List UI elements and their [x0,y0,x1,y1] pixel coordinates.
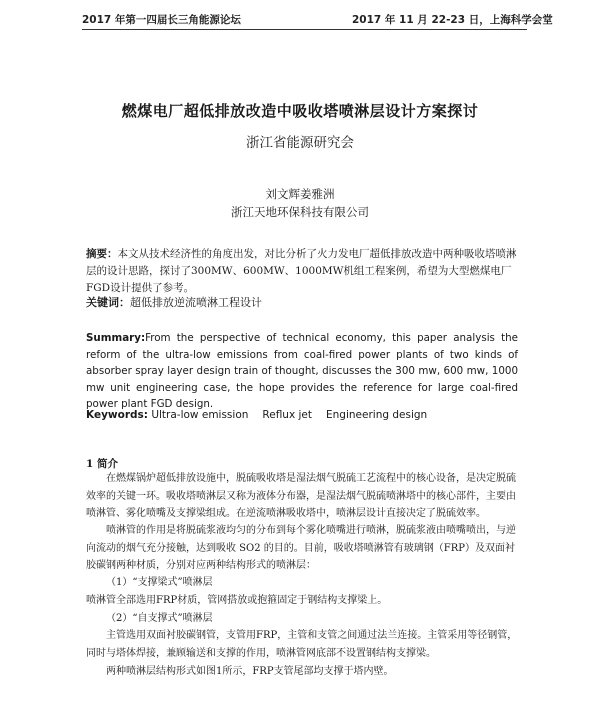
body-paragraph: 喷淋管全部选用FRP材质，管网搭放或抱箍固定于钢结构支撑梁上。 [86,595,388,606]
paragraph-1-text: 在燃煤锅炉超低排放设施中，脱硫吸收塔是湿法烟气脱硫工艺流程中的核心设备，是决定脱硫效率的关键一环。吸收塔喷淋层又称为液体分布器，是湿法烟气脱硫喷淋塔中的核心部件，主要由喷淋管、雾化喷嘴及支撑梁组成。在逆流喷淋吸收塔中，喷淋层设计直接决定了脱硫效率。 [86,473,516,519]
abstract-cn-text: 本文从技术经济性的角度出发，对比分析了火力发电厂超低排放改造中两种吸收塔喷淋层的设计思路，探讨了300MW、600MW、1000MW机组工程案例，希望为大型燃煤电厂FGD设计提供了参考。 [86,248,517,294]
body-paragraph: 主管选用双面衬胶碳钢管，支管用FRP，主管和支管之间通过法兰连接。主管采用等径钢管，同时与塔体焊接，兼顾输送和支撑的作用，喷淋管网底部不设置钢结构支撑梁。 [86,630,518,659]
keyword-en-3: Engineering design [326,409,428,421]
paper-subtitle: 浙江省能源研究会 [246,135,354,151]
list-item-support-beam: （1）“支撑梁式”喷淋层 [106,577,213,588]
abstract-cn [86,246,518,297]
keyword-en-2: Reflux jet [262,409,313,421]
summary-en-label: Summary: [86,332,146,344]
header-rule [82,29,527,30]
body-paragraph: 两种喷淋层结构形式如图1所示，FRP支管尾部均支撑于塔内壁。 [106,666,394,677]
body-paragraph: 喷淋管的作用是将脱硫浆液均匀的分布到每个雾化喷嘴进行喷淋，脱硫浆液由喷嘴喷出，与逆向流动的烟气充分接触，达到吸收 SO2 的目的。目前，吸收塔喷淋管有玻璃钢（FRP）及双面衬胶碳钢两种材质，分别对应两种结构形式的喷淋层： [86,525,516,571]
keywords-cn-label: 关键词： [86,296,130,309]
keywords-en-label: Keywords: [86,409,148,421]
running-header-right: 2017 年 11 月 22-23 日，上海科学会堂 [352,14,553,26]
keyword-en-1: Ultra-low emission [151,409,249,421]
list-item-self-support: （2）“自支撑式”喷淋层 [106,613,213,624]
author-names: 刘文辉姜雅洲 [265,187,335,201]
section-heading: 1 简介 [86,458,118,470]
keywords-cn [86,294,518,310]
body-paragraph [86,470,518,523]
keywords-en [86,409,518,421]
summary-en [86,330,518,413]
keywords-cn-text: 超低排放逆流喷淋工程设计 [130,296,262,309]
summary-en-text: From the perspective of technical economy, this paper analysis the reform of the ultra-low emissions from coal-fired power plants of two kinds of absorber spray layer design train of thought, discusses the 300 mw, 600 mw, 1000 mw unit engineering case, the hope provides the reference for large coal-fired power plant FGD design. [86,332,518,410]
abstract-cn-label: 摘要： [86,248,118,260]
author-affiliation: 浙江天地环保科技有限公司 [231,205,369,219]
running-header-left: 2017 年第一四届长三角能源论坛 [82,14,241,26]
paper-title: 燃煤电厂超低排放改造中吸收塔喷淋层设计方案探讨 [121,102,479,120]
